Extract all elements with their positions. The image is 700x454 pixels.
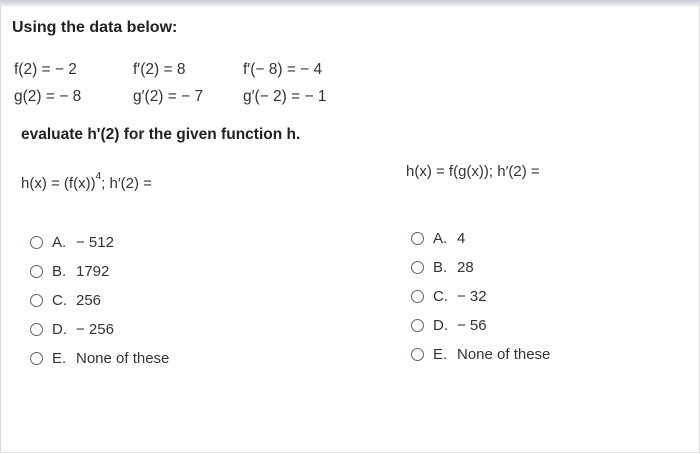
left-option-b[interactable]: [30, 257, 169, 286]
radio-button-icon[interactable]: [30, 265, 43, 278]
option-text: 256: [76, 292, 102, 309]
right-option-e[interactable]: [411, 340, 550, 369]
option-text: 28: [457, 259, 474, 276]
option-letter: A.: [433, 230, 448, 247]
option-letter: B.: [52, 263, 67, 280]
radio-button-icon[interactable]: [411, 290, 424, 303]
left-option-c[interactable]: [30, 286, 169, 315]
option-text: None of these: [457, 346, 551, 363]
given-gprime-2: g′(2) = − 7: [133, 88, 204, 105]
right-option-b[interactable]: [411, 253, 550, 282]
given-g2: g(2) = − 8: [14, 88, 82, 105]
right-option-a[interactable]: [411, 224, 550, 253]
radio-button-icon[interactable]: [411, 319, 424, 332]
left-function-exponent: 4: [95, 171, 102, 182]
option-letter: D.: [52, 321, 67, 338]
question-prompt: evaluate h'(2) for the given function h.: [21, 126, 301, 143]
right-options: [411, 224, 550, 369]
left-options: [30, 228, 169, 373]
option-text: − 56: [457, 317, 487, 334]
radio-button-icon[interactable]: [411, 261, 424, 274]
question-heading: Using the data below:: [12, 19, 178, 36]
option-text: None of these: [76, 350, 170, 367]
radio-button-icon[interactable]: [30, 323, 43, 336]
left-option-d[interactable]: [30, 315, 169, 344]
option-letter: C.: [52, 292, 67, 309]
left-function-tail: ; h′(2) =: [101, 175, 152, 192]
option-text: − 256: [76, 321, 114, 338]
radio-button-icon[interactable]: [30, 236, 43, 249]
left-function-base: h(x) = (f(x)): [21, 175, 96, 192]
right-function: h(x) = f(g(x)); h′(2) =: [406, 163, 540, 180]
given-gprime-neg2: g′(− 2) = − 1: [243, 88, 327, 105]
option-text: − 32: [457, 288, 487, 305]
left-option-e[interactable]: [30, 344, 169, 373]
right-option-d[interactable]: [411, 311, 550, 340]
option-text: 4: [457, 230, 466, 247]
radio-button-icon[interactable]: [411, 232, 424, 245]
right-option-c[interactable]: [411, 282, 550, 311]
radio-button-icon[interactable]: [411, 348, 424, 361]
option-text: − 512: [76, 234, 114, 251]
option-letter: E.: [52, 350, 67, 367]
left-option-a[interactable]: [30, 228, 169, 257]
option-letter: B.: [433, 259, 448, 276]
given-f2: f(2) = − 2: [14, 61, 77, 78]
option-letter: A.: [52, 234, 67, 251]
given-fprime-2: f′(2) = 8: [133, 61, 186, 78]
radio-button-icon[interactable]: [30, 352, 43, 365]
left-function: [21, 171, 152, 192]
option-text: 1792: [76, 263, 110, 280]
option-letter: E.: [433, 346, 448, 363]
given-fprime-neg8: f′(− 8) = − 4: [243, 61, 323, 78]
radio-button-icon[interactable]: [30, 294, 43, 307]
option-letter: D.: [433, 317, 448, 334]
option-letter: C.: [433, 288, 448, 305]
